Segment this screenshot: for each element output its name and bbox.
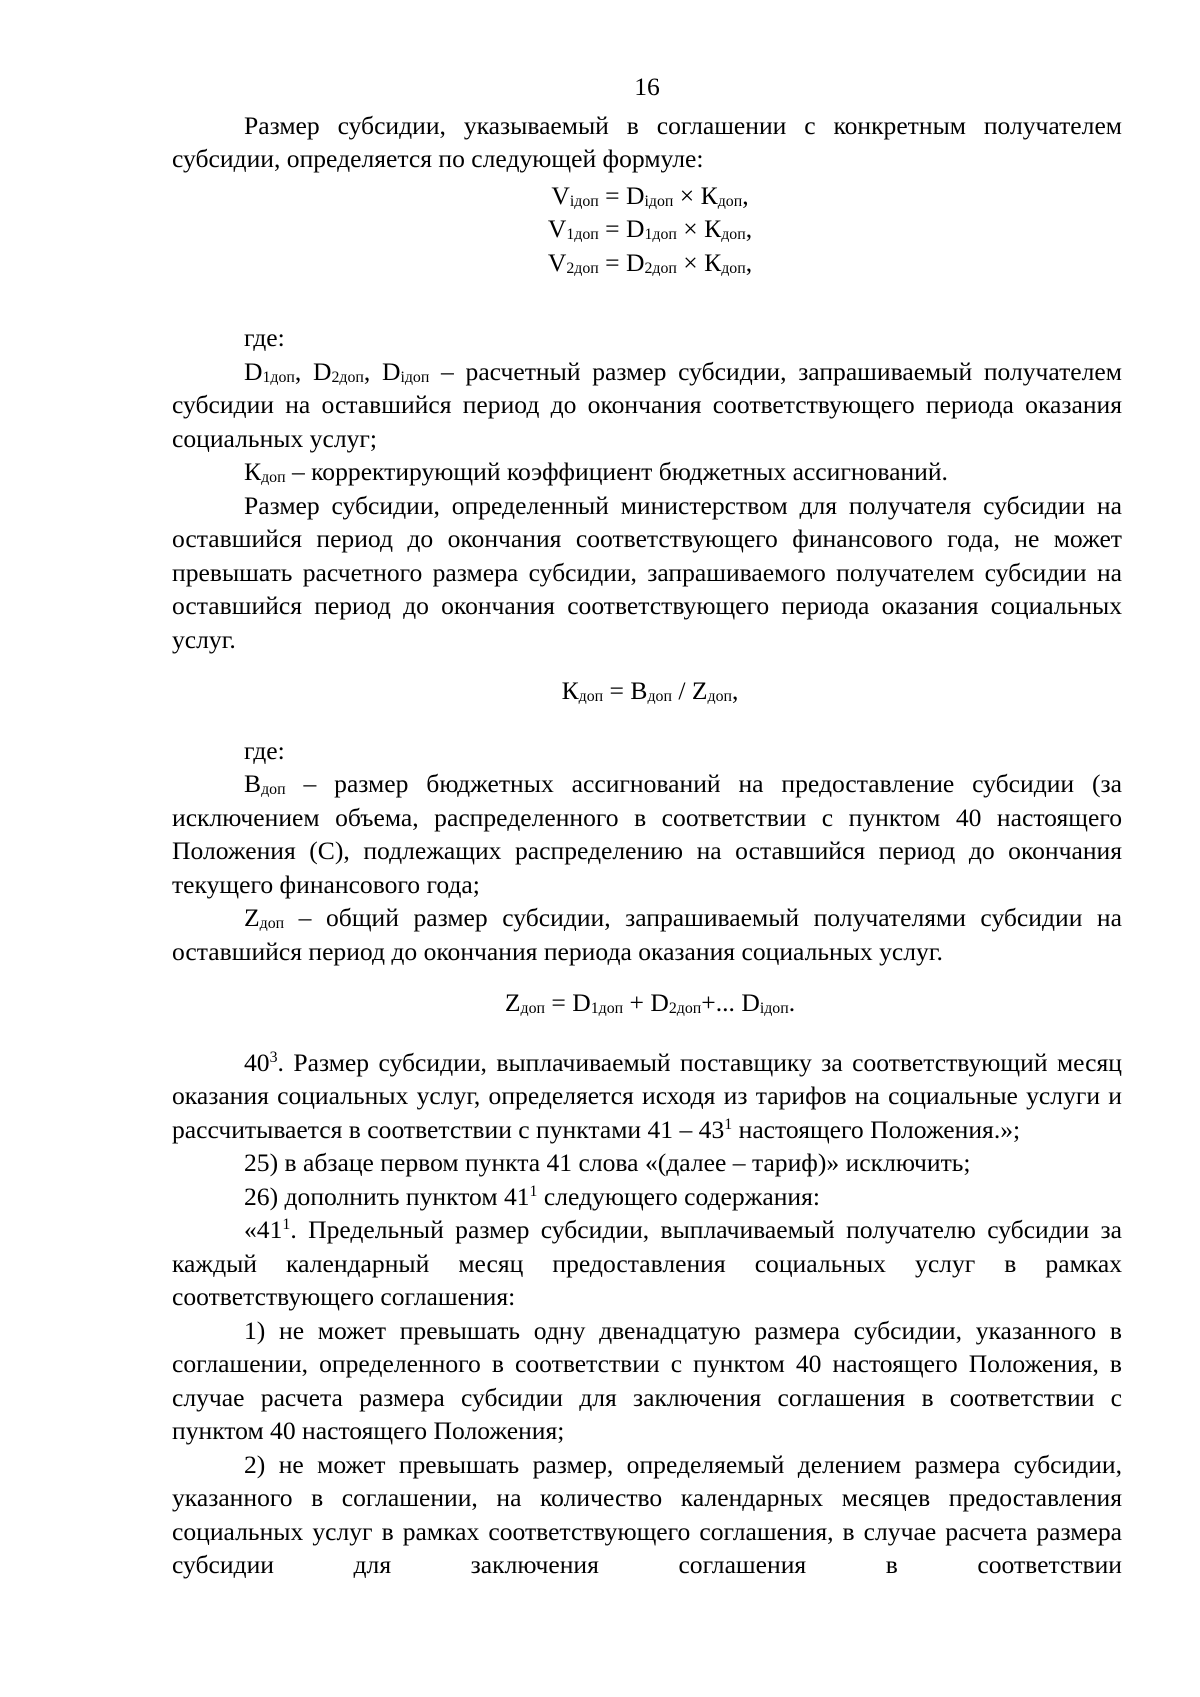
paragraph-40-3: $40^3$. Размер субсидии, выплачиваемый поставщику за соответствующий месяц оказания социальных услуг, определяется исходя из тарифов на социальные услуги и рассчитывается в соответствии с пунктами $41 - 43^1$ настоящего Положения.»; [172, 1047, 1122, 1144]
definition-z: $Z_{доп}$ – общий размер субсидии, запрашиваемый получателями субсидии на оставшийся период до окончания периода оказания социальных услуг. [172, 903, 1122, 966]
definition-b: $В_{доп}$ – размер бюджетных ассигнований на предоставление субсидии (за исключением объема, распределенного в соответствии с пунктом 40 настоящего Положения (С), подлежащих распределению на оставшийся период до окончания текущего финансового года; [172, 769, 1122, 899]
formula-k: $К_{доп} = В_{доп} / Z_{доп}$, [561, 676, 739, 705]
formula-z: $Z_{доп} = D_{1доп} + D_{2доп}+$... $D_{iдоп}$. [504, 988, 796, 1017]
paragraph-subsidy-limit: Размер субсидии, определенный министерством для получателя субсидии на оставшийся период до окончания соответствующего финансового года, не может превышать расчетного размера субсидии, запрашиваемого получателем субсидии на оставшийся период до окончания соответствующего периода оказания социальных услуг. [172, 490, 1122, 654]
subitem-1: 1) не может превышать одну двенадцатую размера субсидии, указанного в соглашении, определенного в соответствии с пунктом 40 настоящего Положения, в случае расчета размера субсидии для заключения соглашения в соответствии с пунктом 40 настоящего Положения; [172, 1315, 1122, 1445]
item-25: 25) в абзаце первом пункта 41 слова «(далее – тариф)» исключить; [244, 1148, 971, 1177]
paragraph-subsidy-size: Размер субсидии, указываемый в соглашении с конкретным получателем субсидии, определяется по следующей формуле: [172, 110, 1122, 173]
formula-v-i: $V_{iдоп} = D_{iдоп} \times К_{доп}$, [551, 180, 749, 210]
document-page [172, 70, 1122, 1582]
definition-d: $D_{1доп}$, $D_{2доп}$, $D_{iдоп}$ – расчетный размер субсидии, запрашиваемый получателем субсидии на оставшийся период до окончания соответствующего периода оказания социальных услуг; [172, 356, 1122, 453]
subitem-2: 2) не может превышать размер, определяемый делением размера субсидии, указанного в соглашении, на количество календарных месяцев предоставления социальных услуг в рамках соответствующего соглашения, в случае расчета размера субсидии для заключения соглашения в соответствии [172, 1449, 1122, 1579]
paragraph-41-1: «$41^1$. Предельный размер субсидии, выплачиваемый получателю субсидии за каждый календарный месяц предоставления социальных услуг в рамках соответствующего соглашения: [172, 1215, 1122, 1311]
page-number: 16 [634, 72, 660, 101]
item-26: 26) дополнить пунктом $41^1$ следующего содержания: [244, 1181, 821, 1211]
where-label-1: где: [244, 323, 285, 352]
formula-v-2: $V_{2доп} = D_{2доп} \times К_{доп}$, [547, 247, 753, 277]
where-label-2: где: [244, 735, 285, 765]
definition-k: $К_{доп}$ – корректирующий коэффициент бюджетных ассигнований. [244, 457, 948, 486]
formula-v-1: $V_{1доп} = D_{1доп} \times К_{доп}$, [547, 214, 753, 243]
formula-block-v [172, 179, 1122, 280]
